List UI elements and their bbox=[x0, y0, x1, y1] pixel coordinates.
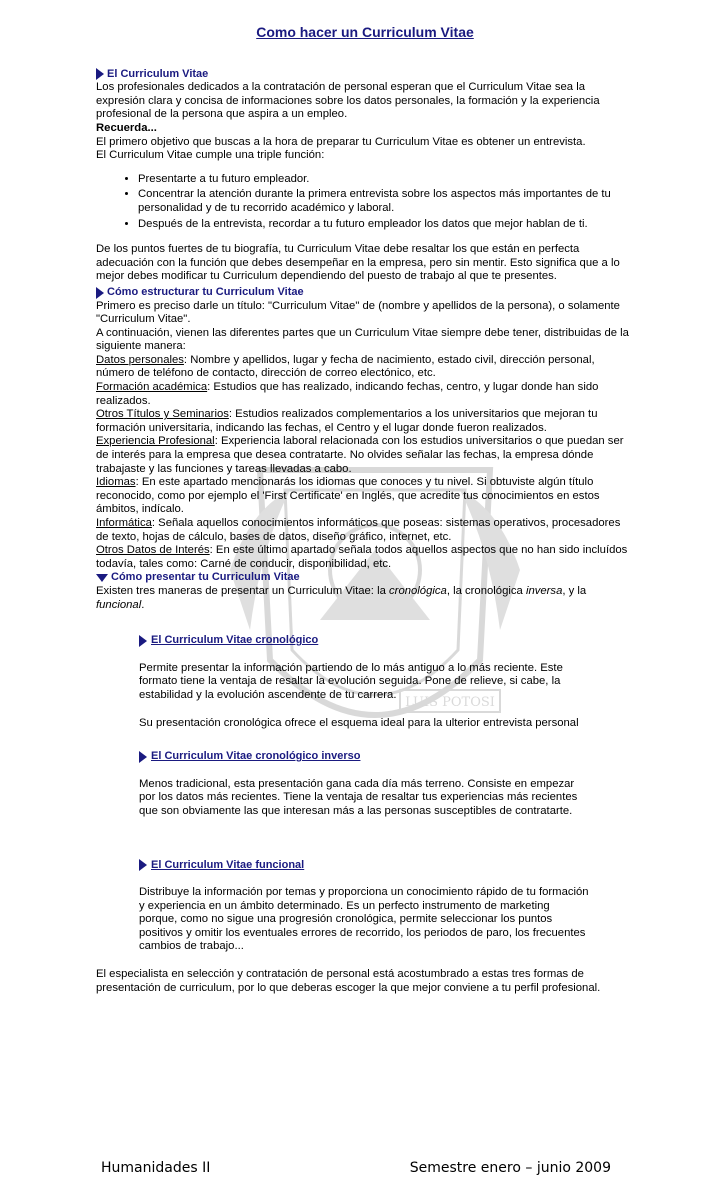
footer-left: Humanidades II bbox=[101, 1160, 211, 1176]
cv-part-item: Formación académica: Estudios que has realizado, indicando fechas, centro, y lugar donde han sido realizados. bbox=[96, 381, 599, 407]
paragraph: Existen tres maneras de presentar un Curriculum Vitae: la cronológica, la cronológica inversa, y la funcional. bbox=[96, 584, 587, 611]
cv-part-item: Informática: Señala aquellos conocimientos informáticos que poseas: sistemas operativos, procesadores de texto, hojas de cálculo, bases de datos, diseño gráfico, internet, etc. bbox=[96, 517, 621, 543]
watermark-text: LUIS POTOSI bbox=[405, 695, 495, 710]
paragraph: Primero es preciso darle un título: "Curriculum Vitae" de (nombre y apellidos de la persona), o solamente "Curriculum Vitae". bbox=[96, 299, 620, 326]
list-item: • Presentarte a tu futuro empleador. bbox=[138, 173, 634, 187]
paragraph: Permite presentar la información partiendo de lo más antiguo a lo más reciente. Este formato tiene la ventaja de resaltar la evolución seguida. Pone de relieve, si cabe, la estabilidad y la evolución ascendente de tu carrera. bbox=[139, 661, 563, 701]
document-body bbox=[96, 22, 634, 995]
arrow-right-icon bbox=[139, 635, 147, 647]
paragraph: El Curriculum Vitae cumple una triple función: bbox=[96, 149, 325, 162]
arrow-right-icon bbox=[96, 68, 104, 80]
cv-part-item: Otros Títulos y Seminarios: Estudios realizados complementarios a los universitarios que mejoran tu formación universitaria, indicando las fechas, el Centro y el lugar donde fueron realizados. bbox=[96, 408, 598, 434]
paragraph: De los puntos fuertes de tu biografía, tu Curriculum Vitae debe resaltar los que están en perfecta adecuación con la función que debes desempeñar en la empresa, pero sin mentir. Esto significa que a lo mejor debes modificar tu Curriculum dependiendo del puesto de trabajo al que te presentes. bbox=[96, 243, 620, 283]
cv-part-item: Datos personales: Nombre y apellidos, lugar y fecha de nacimiento, estado civil, dirección personal, número de teléfono de contacto, dirección de correo electónico, etc. bbox=[96, 353, 595, 380]
arrow-down-icon bbox=[96, 574, 108, 582]
section-heading-present: Cómo presentar tu Curriculum Vitae bbox=[96, 571, 634, 585]
subheading-funcional: El Curriculum Vitae funcional bbox=[139, 859, 634, 873]
arrow-right-icon bbox=[139, 859, 147, 871]
cv-part-item: Idiomas: En este apartado mencionarás los idiomas que conoces y tu nivel. Si obtuviste algún título reconocido, como por ejemplo el 'First Certificate' en Inglés, que acredite tus conocimientos en estos ámbitos, indícalo. bbox=[96, 476, 600, 516]
paragraph: El primero objetivo que buscas a la hora de preparar tu Curriculum Vitae es obtener un entrevista. bbox=[96, 135, 586, 148]
page-footer bbox=[101, 1162, 611, 1176]
function-list bbox=[96, 173, 634, 231]
recuerda-label: Recuerda... bbox=[96, 121, 157, 134]
cv-parts-list bbox=[96, 354, 634, 572]
page-title: Como hacer un Curriculum Vitae bbox=[256, 24, 474, 40]
arrow-right-icon bbox=[139, 751, 147, 763]
paragraph: Menos tradicional, esta presentación gana cada día más terreno. Consiste en empezar por los datos más recientes. Tiene la ventaja de resaltar tus experiencias más recientes que son obviamente las que interesan más a las personas susceptibles de contratarte. bbox=[139, 777, 578, 817]
arrow-right-icon bbox=[96, 287, 104, 299]
paragraph: Los profesionales dedicados a la contratación de personal esperan que el Curriculum Vitae sea la expresión clara y concisa de informaciones sobre los datos personales, la formación y la experiencia profesional de la persona que aspira a un empleo. bbox=[96, 81, 600, 121]
section-heading-cv: El Curriculum Vitae bbox=[96, 68, 634, 82]
cv-part-item: Otros Datos de Interés: En este último apartado señala todos aquellos aspectos que no han sido incluídos todavía, tales como: Carné de conducir, disponibilidad, etc. bbox=[96, 544, 628, 570]
section-heading-structure: Cómo estructurar tu Curriculum Vitae bbox=[96, 286, 634, 300]
paragraph: A continuación, vienen las diferentes partes que un Curriculum Vitae siempre debe tener, distribuidas de la siguiente manera: bbox=[96, 326, 629, 353]
closing-paragraph: El especialista en selección y contratación de personal está acostumbrado a estas tres formas de presentación de curriculum, por lo que deberas escoger la que mejor conviene a tu perfil profesional. bbox=[96, 968, 601, 994]
paragraph: Distribuye la información por temas y proporciona un conocimiento rápido de tu formación y experiencia en un ámbito determinado. Es un perfecto instrumento de marketing porque, como no sigue una progresión cronológica, permite seleccionar los puntos positivos y omitir los eventuales errores de recorrido, los periodos de paro, los frecuentes cambios de trabajo... bbox=[139, 886, 589, 953]
subheading-cronologico: El Curriculum Vitae cronológico bbox=[139, 634, 634, 648]
list-item: • Después de la entrevista, recordar a tu futuro empleador los datos que mejor hablan de ti. bbox=[138, 218, 634, 232]
paragraph: Su presentación cronológica ofrece el esquema ideal para la ulterior entrevista personal bbox=[139, 716, 579, 729]
cv-part-item: Experiencia Profesional: Experiencia laboral relacionada con los estudios universitarios o que puedan ser de interés para la empresa que desea contratarte. No olvides señalar las fechas, la empresa dónde trabajaste y las funciones y tareas llevadas a cabo. bbox=[96, 435, 624, 475]
footer-right: Semestre enero – junio 2009 bbox=[409, 1160, 611, 1176]
list-item: • Concentrar la atención durante la primera entrevista sobre los aspectos más importantes de tu personalidad y de tu recorrido académico y laboral. bbox=[138, 188, 634, 215]
subheading-inverso: El Curriculum Vitae cronológico inverso bbox=[139, 750, 634, 764]
